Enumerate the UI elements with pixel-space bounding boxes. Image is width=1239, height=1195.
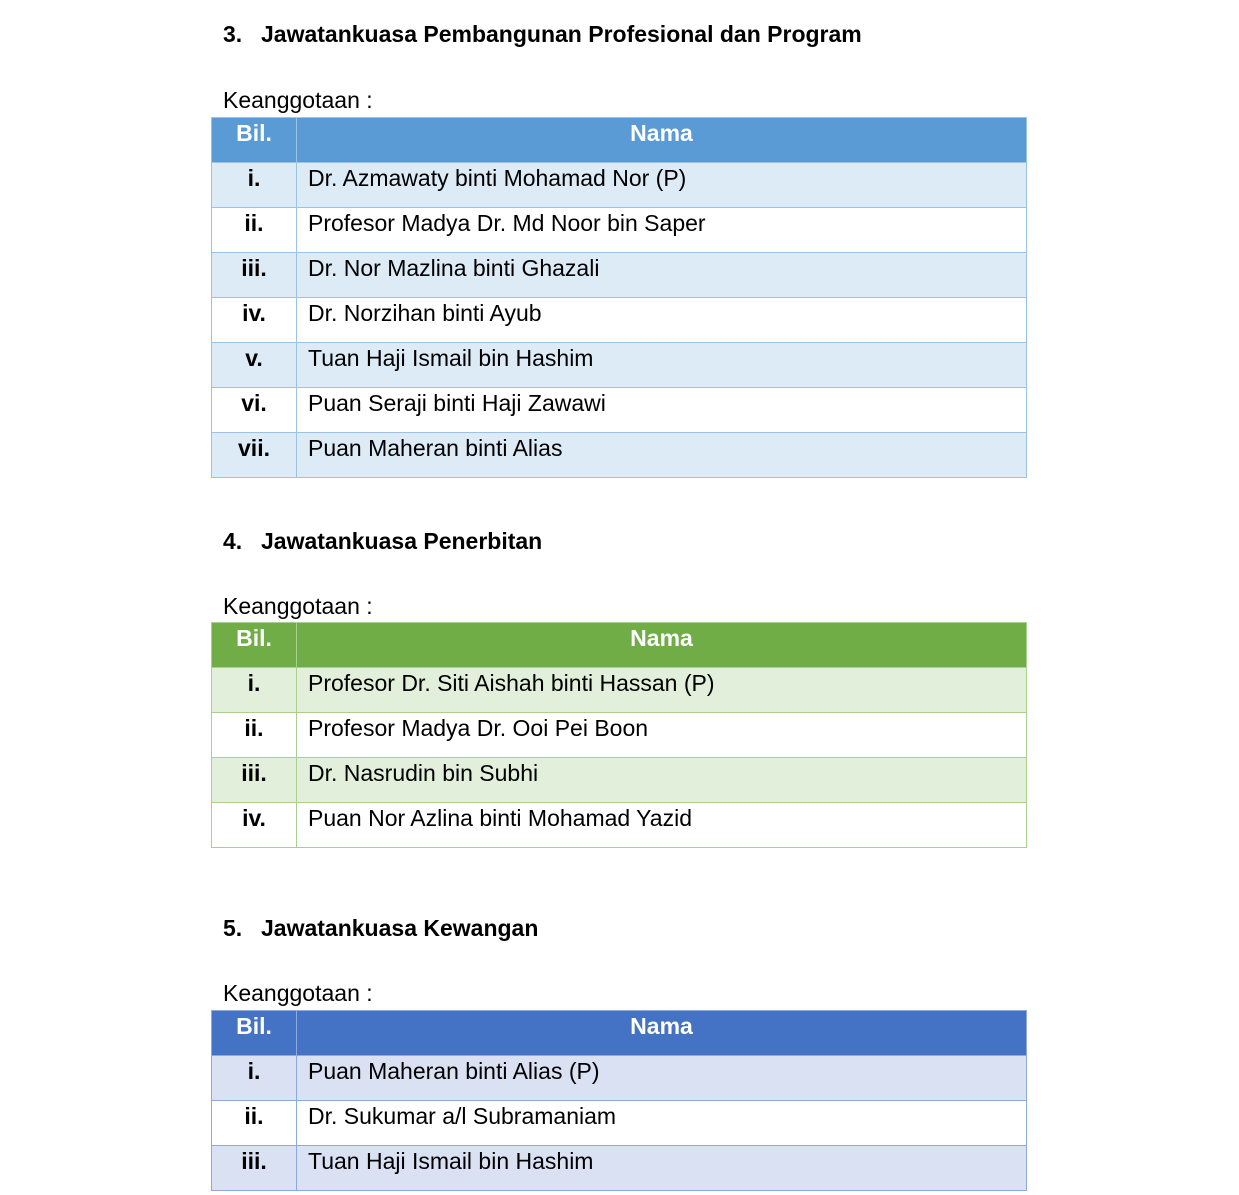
table-row — [212, 253, 1027, 298]
table-row — [212, 163, 1027, 208]
section-5-heading — [223, 914, 538, 942]
membership-label: Keanggotaan : — [223, 980, 373, 1006]
table-header-row — [212, 118, 1027, 163]
section-number: 5. — [223, 915, 243, 941]
member-name: Dr. Norzihan binti Ayub — [297, 298, 1027, 343]
table-header-row — [212, 1011, 1027, 1056]
member-name: Dr. Nasrudin bin Subhi — [297, 758, 1027, 803]
table-row — [212, 388, 1027, 433]
member-name: Puan Maheran binti Alias — [297, 433, 1027, 478]
member-name: Profesor Madya Dr. Md Noor bin Saper — [297, 208, 1027, 253]
row-number: ii. — [212, 208, 297, 253]
table-row — [212, 1056, 1027, 1101]
member-name: Profesor Madya Dr. Ooi Pei Boon — [297, 713, 1027, 758]
row-number: ii. — [212, 1101, 297, 1146]
membership-label: Keanggotaan : — [223, 593, 373, 619]
member-name: Tuan Haji Ismail bin Hashim — [297, 1146, 1027, 1191]
row-number: i. — [212, 668, 297, 713]
table-row — [212, 298, 1027, 343]
column-header-nama: Nama — [297, 118, 1027, 163]
table-row — [212, 758, 1027, 803]
membership-label: Keanggotaan : — [223, 87, 373, 113]
member-name: Profesor Dr. Siti Aishah binti Hassan (P) — [297, 668, 1027, 713]
column-header-nama: Nama — [297, 1011, 1027, 1056]
column-header-bil: Bil. — [212, 1011, 297, 1056]
section-3-heading — [223, 20, 862, 48]
table-row — [212, 713, 1027, 758]
member-name: Tuan Haji Ismail bin Hashim — [297, 343, 1027, 388]
row-number: vi. — [212, 388, 297, 433]
table-header-row — [212, 623, 1027, 668]
table-row — [212, 1101, 1027, 1146]
section-title: Jawatankuasa Penerbitan — [261, 528, 543, 554]
row-number: vii. — [212, 433, 297, 478]
table-row — [212, 433, 1027, 478]
column-header-bil: Bil. — [212, 623, 297, 668]
member-name: Puan Maheran binti Alias (P) — [297, 1056, 1027, 1101]
committee-table-5 — [211, 1010, 1027, 1191]
row-number: i. — [212, 163, 297, 208]
column-header-nama: Nama — [297, 623, 1027, 668]
table-row — [212, 803, 1027, 848]
row-number: iv. — [212, 298, 297, 343]
row-number: v. — [212, 343, 297, 388]
row-number: iii. — [212, 253, 297, 298]
member-name: Dr. Nor Mazlina binti Ghazali — [297, 253, 1027, 298]
table-row — [212, 1146, 1027, 1191]
column-header-bil: Bil. — [212, 118, 297, 163]
row-number: iii. — [212, 1146, 297, 1191]
row-number: iv. — [212, 803, 297, 848]
row-number: ii. — [212, 713, 297, 758]
section-title: Jawatankuasa Pembangunan Profesional dan Program — [261, 21, 862, 47]
row-number: iii. — [212, 758, 297, 803]
committee-table-4 — [211, 622, 1027, 848]
table-row — [212, 343, 1027, 388]
member-name: Puan Nor Azlina binti Mohamad Yazid — [297, 803, 1027, 848]
member-name: Dr. Azmawaty binti Mohamad Nor (P) — [297, 163, 1027, 208]
table-row — [212, 668, 1027, 713]
row-number: i. — [212, 1056, 297, 1101]
committee-table-3 — [211, 117, 1027, 478]
member-name: Dr. Sukumar a/l Subramaniam — [297, 1101, 1027, 1146]
section-number: 4. — [223, 528, 243, 554]
section-number: 3. — [223, 21, 243, 47]
member-name: Puan Seraji binti Haji Zawawi — [297, 388, 1027, 433]
section-title: Jawatankuasa Kewangan — [261, 915, 539, 941]
table-row — [212, 208, 1027, 253]
section-4-heading — [223, 527, 542, 555]
